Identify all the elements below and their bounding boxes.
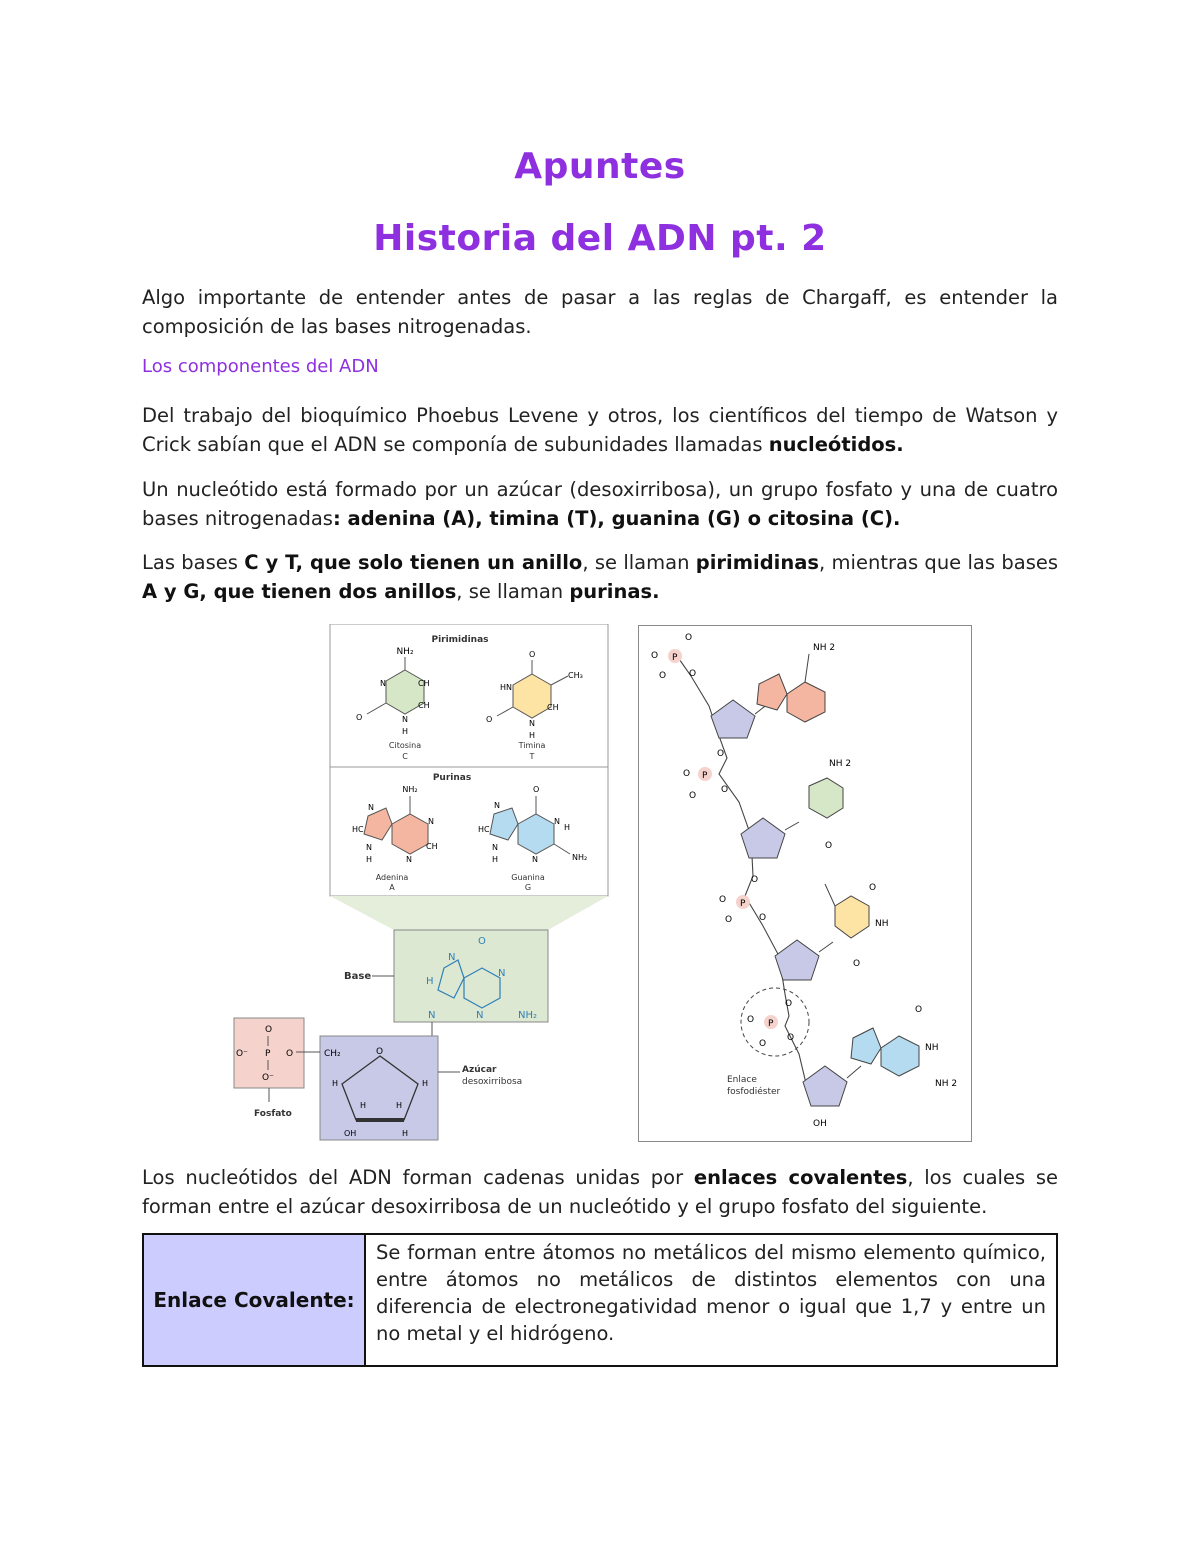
- guanine-nh: NH: [925, 1043, 939, 1053]
- sugar-ch2: CH₂: [324, 1049, 341, 1059]
- page-subtitle: Historia del ADN pt. 2: [373, 218, 827, 259]
- cytosine-name: Citosina: [388, 741, 422, 750]
- para3-text-3: , mientras que las bases: [819, 551, 1059, 574]
- phosphate-4-o2: O: [747, 1015, 755, 1025]
- sugar-h3: H: [360, 1101, 367, 1110]
- para4-text-1: Los nucleótidos del ADN forman cadenas unidas por: [142, 1166, 694, 1189]
- guanine-ring-6: [881, 1036, 919, 1076]
- bond-label-2: fosfodiéster: [727, 1087, 781, 1097]
- phosphate-3-o3: O: [725, 915, 733, 925]
- cytosine-nh2: NH 2: [829, 759, 852, 769]
- sugar-h1: H: [332, 1079, 339, 1088]
- phosphate-2-o3: O: [689, 791, 697, 801]
- guanine-n3: N: [532, 855, 538, 864]
- phosphate-1-o1: O: [685, 633, 693, 643]
- sugar-h2: H: [422, 1079, 429, 1088]
- cytosine-nh2: NH₂: [396, 647, 414, 657]
- para3-text-1: Las bases: [142, 551, 245, 574]
- phosphate-o-bottom: O⁻: [262, 1073, 274, 1083]
- phosphate-3-p: P: [740, 899, 746, 909]
- adenine-hc: HC: [352, 825, 364, 834]
- sugar-oh: OH: [344, 1129, 357, 1138]
- phosphate-2-o1: O: [717, 749, 725, 759]
- sugar-4: [803, 1066, 847, 1106]
- cytosine-h: H: [402, 727, 409, 736]
- definition-text: Se forman entre átomos no metálicos del mismo elemento químico, entre átomos no metálicos de distintos elementos con una diferencia de electronegatividad menor o igual que 1,7 y entre un no metal y el hidrógeno.: [376, 1241, 1046, 1345]
- definition-table: [142, 1233, 1058, 1367]
- adenine-n9: N: [366, 843, 372, 852]
- para1-text: Del trabajo del bioquímico Phoebus Levene y otros, los científicos del tiempo de Watson y Crick sabían que el ADN se componía de subunidades llamadas: [142, 404, 1058, 456]
- paragraph-nucleotides: [142, 401, 1058, 459]
- guanine-o: O: [533, 785, 540, 794]
- phosphate-2-p: P: [702, 771, 708, 781]
- adenine-name: Adenina: [375, 873, 409, 882]
- para3-bold-3: A y G, que tienen dos anillos: [142, 580, 457, 603]
- bond-label-1: Enlace: [727, 1075, 757, 1085]
- adenine-h: H: [366, 855, 373, 864]
- thymine-ch3: CH₃: [568, 671, 583, 680]
- thymine-o4: O: [529, 650, 536, 659]
- guanine-n7: N: [494, 801, 500, 810]
- base-n9: N: [428, 1010, 436, 1021]
- para2-text: Un nucleótido está formado por un azúcar (desoxirribosa), un grupo fosfato y una de cuatro bases nitrogenadas: [142, 478, 1058, 530]
- guanine-hc: HC: [478, 825, 490, 834]
- dna-strand-diagram: [639, 626, 971, 1141]
- cytosine-ring: [809, 778, 843, 818]
- thymine-hn: HN: [500, 683, 512, 692]
- para3-text-4: , se llaman: [456, 580, 570, 603]
- adenine-ch2: CH: [426, 842, 438, 851]
- phosphate-2-o2: O: [683, 769, 691, 779]
- phosphate-4-p: P: [768, 1019, 774, 1029]
- guanine-nh2: NH 2: [935, 1079, 958, 1089]
- thymine-name: Timina: [518, 741, 546, 750]
- base-n1: N: [498, 968, 506, 979]
- phosphate-1-o2: O: [651, 651, 659, 661]
- page-title: Apuntes: [514, 146, 686, 187]
- guanine-ring-5: [851, 1028, 881, 1064]
- zoom-projection: [330, 896, 608, 930]
- purines-label: Purinas: [432, 773, 472, 783]
- paragraph-covalent: [142, 1163, 1058, 1221]
- cytosine-o: O: [825, 841, 833, 851]
- thymine-o2: O: [853, 959, 861, 969]
- paragraph-composition: [142, 475, 1058, 533]
- cytosine-n1: N: [402, 715, 408, 724]
- thymine-h: H: [529, 731, 536, 740]
- guanine-name: Guanina: [511, 873, 545, 882]
- para3-text-2: , se llaman: [582, 551, 696, 574]
- base-n3: N: [476, 1010, 484, 1021]
- thymine-ring: [835, 896, 869, 938]
- thymine-o2: O: [486, 715, 493, 724]
- phosphate-3-o4: O: [759, 913, 767, 923]
- dna-strand-figure: [638, 625, 972, 1142]
- phosphate-1-p: P: [672, 653, 678, 663]
- adenine-nh2: NH₂: [402, 785, 418, 794]
- pyrimidines-label: Pirimidinas: [431, 635, 489, 645]
- sugar-h5: H: [402, 1129, 409, 1138]
- adenine-n7: N: [368, 803, 374, 812]
- phosphate-3-o1: O: [751, 875, 759, 885]
- para3-bold-4: purinas.: [569, 580, 660, 603]
- base-n7: N: [448, 952, 456, 963]
- phosphate-4-o1: O: [785, 999, 793, 1009]
- phosphate-4-o4: O: [787, 1033, 795, 1043]
- phosphate-p: P: [265, 1049, 271, 1059]
- sugar-h4: H: [396, 1101, 403, 1110]
- adenine-letter: A: [389, 883, 395, 892]
- para4-bold: enlaces covalentes: [693, 1166, 908, 1189]
- base-h: H: [426, 976, 434, 987]
- cytosine-n3: N: [380, 679, 386, 688]
- guanine-n1: N: [554, 817, 560, 826]
- guanine-o: O: [915, 1005, 923, 1015]
- adenine-n3: N: [406, 855, 412, 864]
- adenine-nh2: NH 2: [813, 643, 836, 653]
- guanine-nh2: NH₂: [572, 853, 588, 862]
- intro-paragraph: [142, 283, 1058, 341]
- base-label: Base: [344, 971, 372, 982]
- phosphate-2-o4: O: [721, 785, 729, 795]
- adenine-ring-5: [757, 674, 787, 710]
- para4-text-2: , los cuales se forman entre el azúcar desoxirribosa de un nucleótido y el grupo fosfato del siguiente.: [142, 1166, 1059, 1218]
- para3-bold-1: C y T, que solo tienen un anillo: [244, 551, 583, 574]
- phosphate-o-top: O: [265, 1025, 273, 1035]
- cytosine-letter: C: [402, 752, 408, 761]
- cytosine-ch6: CH: [418, 701, 430, 710]
- phosphate-o-right: O: [286, 1049, 294, 1059]
- adenine-n1: N: [428, 817, 434, 826]
- guanine-h9: H: [492, 855, 499, 864]
- sugar-o: O: [376, 1047, 384, 1057]
- thymine-o1: O: [869, 883, 877, 893]
- guanine-letter: G: [524, 883, 532, 892]
- phosphate-1-o4: O: [689, 669, 697, 679]
- guanine-n9: N: [492, 843, 498, 852]
- phosphate-4-o3: O: [759, 1039, 767, 1049]
- strand-oh: OH: [813, 1119, 827, 1129]
- nucleotide-structure-figure: [232, 624, 612, 1142]
- sugar-label-1: Azúcar: [462, 1065, 497, 1075]
- para2-bold: : adenina (A), timina (T), guanina (G) o citosina (C).: [332, 507, 901, 530]
- guanine-h1: H: [564, 823, 571, 832]
- base-o: O: [478, 936, 486, 947]
- base-box: [394, 930, 548, 1022]
- cytosine-o: O: [356, 713, 363, 722]
- phosphate-3-o2: O: [719, 895, 727, 905]
- sugar-label-2: desoxirribosa: [462, 1077, 523, 1087]
- sugar-2: [741, 818, 785, 858]
- nucleotide-diagram: [232, 624, 612, 1142]
- base-nh2: NH₂: [518, 1010, 538, 1021]
- section-heading: Los componentes del ADN: [142, 356, 379, 377]
- adenine-ring-6: [787, 682, 825, 722]
- cytosine-ch5: CH: [418, 679, 430, 688]
- definition-term: Enlace Covalente:: [144, 1235, 366, 1365]
- sugar-3: [775, 940, 819, 980]
- thymine-n1: N: [529, 719, 535, 728]
- phosphate-o-left: O⁻: [236, 1049, 248, 1059]
- thymine-nh: NH: [875, 919, 889, 929]
- phosphate-1-o3: O: [659, 671, 667, 681]
- intro-text: Algo importante de entender antes de pasar a las reglas de Chargaff, es entender la composición de las bases nitrogenadas.: [142, 286, 1058, 338]
- para3-bold-2: pirimidinas: [695, 551, 820, 574]
- sugar-1: [711, 700, 755, 738]
- thymine-ch6: CH: [547, 703, 559, 712]
- thymine-letter: T: [529, 752, 535, 761]
- para1-bold: nucleótidos.: [768, 433, 904, 456]
- paragraph-bases: [142, 548, 1058, 606]
- phosphate-label: Fosfato: [254, 1109, 292, 1119]
